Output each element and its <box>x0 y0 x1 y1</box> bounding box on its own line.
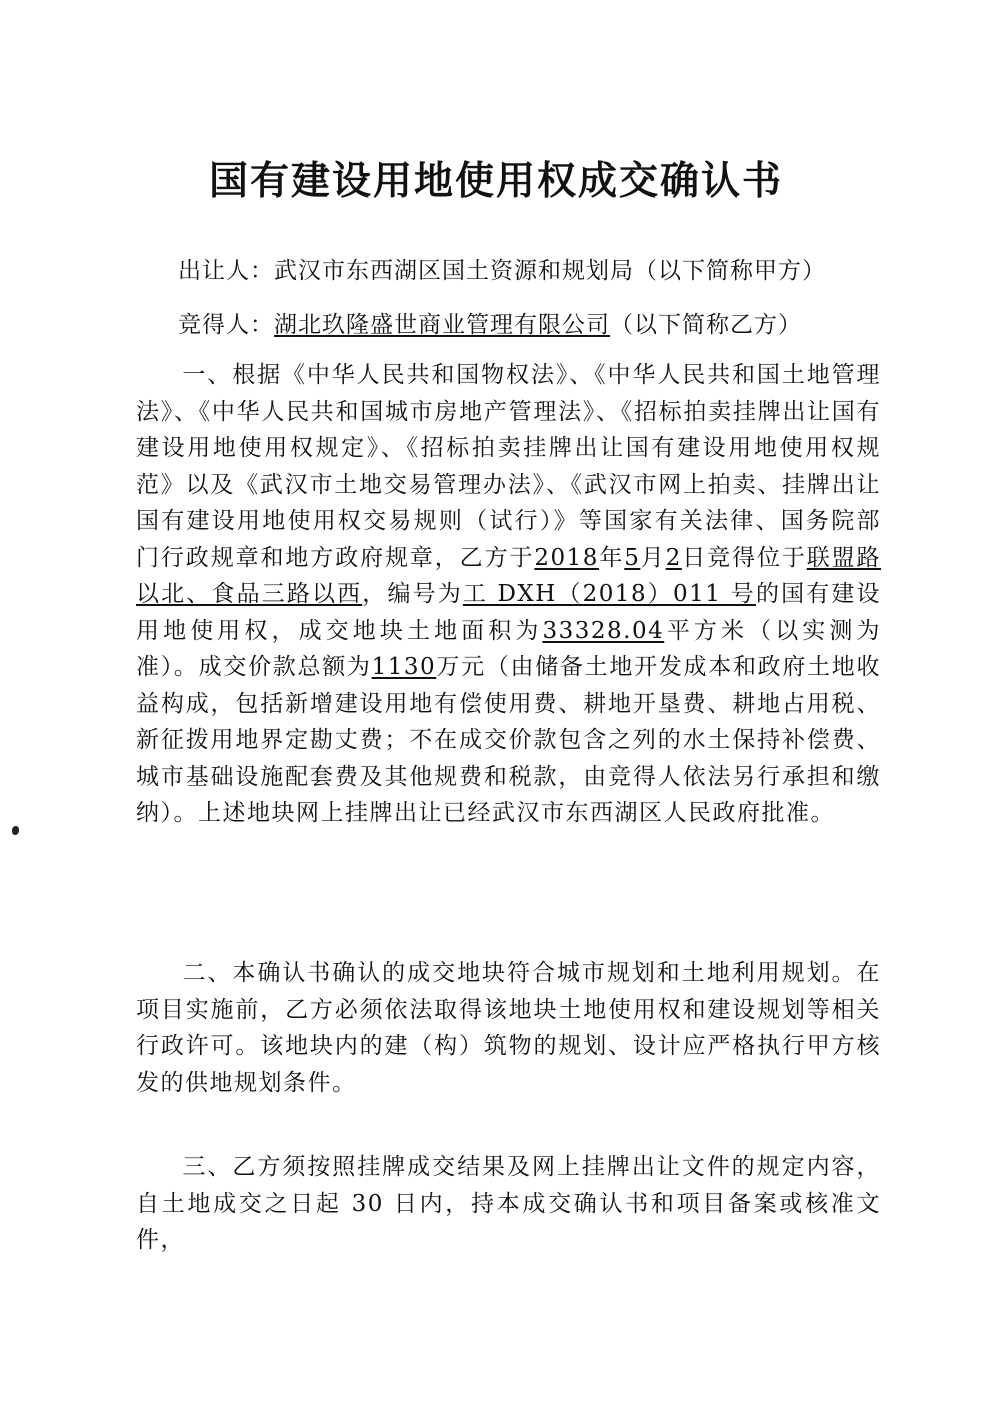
deal-year: 2018 <box>534 544 599 571</box>
clause-1-text-a: 一、根据《中华人民共和国物权法》、《中华人民共和国土地管理法》、《中华人民共和国城市房地产管理法》、《招标拍卖挂牌出让国有建设用地使用权规定》、《招标拍卖挂牌出让国有建设用地使用权规范》以及《武汉市土地交易管理办法》、《武汉市网上拍卖、挂牌出让国有建设用地使用权交易规则（试行）》等国家有关法律、国务院部门行政规章和地方政府规章，乙方于 <box>136 362 881 571</box>
clause-1-text-e: ，编号为 <box>362 581 463 607</box>
winner-note: （以下简称乙方） <box>610 312 802 338</box>
clause-1-text-b: 年 <box>598 544 625 571</box>
clause-1-text-c: 月 <box>640 544 666 571</box>
winner-line <box>178 306 802 339</box>
parcel-location: 联盟路以北、食品三路以西 <box>136 544 882 607</box>
winner-label: 竞得人： <box>178 312 274 338</box>
clause-1-text-f: 的国有建设用地使用权，成交地块土地面积为 <box>136 581 882 644</box>
transferor-name: 武汉市东西湖区国土资源和规划局 <box>274 258 634 284</box>
clause-1 <box>136 357 881 832</box>
transferor-note: （以下简称甲方） <box>634 258 826 284</box>
scan-speck <box>12 826 19 835</box>
winner-name: 湖北玖隆盛世商业管理有限公司 <box>274 312 610 338</box>
clause-1-text-d: 日竞得位于 <box>681 544 807 571</box>
clause-2-text: 二、本确认书确认的成交地块符合城市规划和土地利用规划。在项目实施前，乙方必须依法取得该地块土地使用权和建设规划等相关行政许可。该地块内的建（构）筑物的规划、设计应严格执行甲方核发的供地规划条件。 <box>136 960 881 1096</box>
transferor-line <box>178 252 826 285</box>
clause-1-text-h: 万元（由储备土地开发成本和政府土地收益构成，包括新增建设用地有偿使用费、耕地开垦费、耕地占用税、新征拨用地界定勘丈费；不在成交价款包含之列的水土保持补偿费、城市基础设施配套费及其他规费和税款，由竞得人依法另行承担和缴纳）。上述地块网上挂牌出让已经武汉市东西湖区人民政府批准。 <box>136 654 882 826</box>
parcel-number: 工 DXH（2018）011 号 <box>462 581 756 607</box>
clause-2 <box>136 955 881 1101</box>
clause-1-text-g: 平方米（以实测为准）。成交价款总额为 <box>136 617 882 680</box>
clause-3 <box>136 1149 881 1259</box>
clause-3-text: 三、乙方须按照挂牌成交结果及网上挂牌出让文件的规定内容，自土地成交之日起 30 日内，持本成交确认书和项目备案或核准文件， <box>136 1154 881 1253</box>
transferor-label: 出让人： <box>178 258 274 284</box>
parcel-area: 33328.04 <box>542 617 665 644</box>
document-title: 国有建设用地使用权成交确认书 <box>208 159 783 204</box>
deal-month: 5 <box>624 544 641 571</box>
deal-price: 1130 <box>371 654 437 680</box>
deal-day: 2 <box>665 544 682 571</box>
